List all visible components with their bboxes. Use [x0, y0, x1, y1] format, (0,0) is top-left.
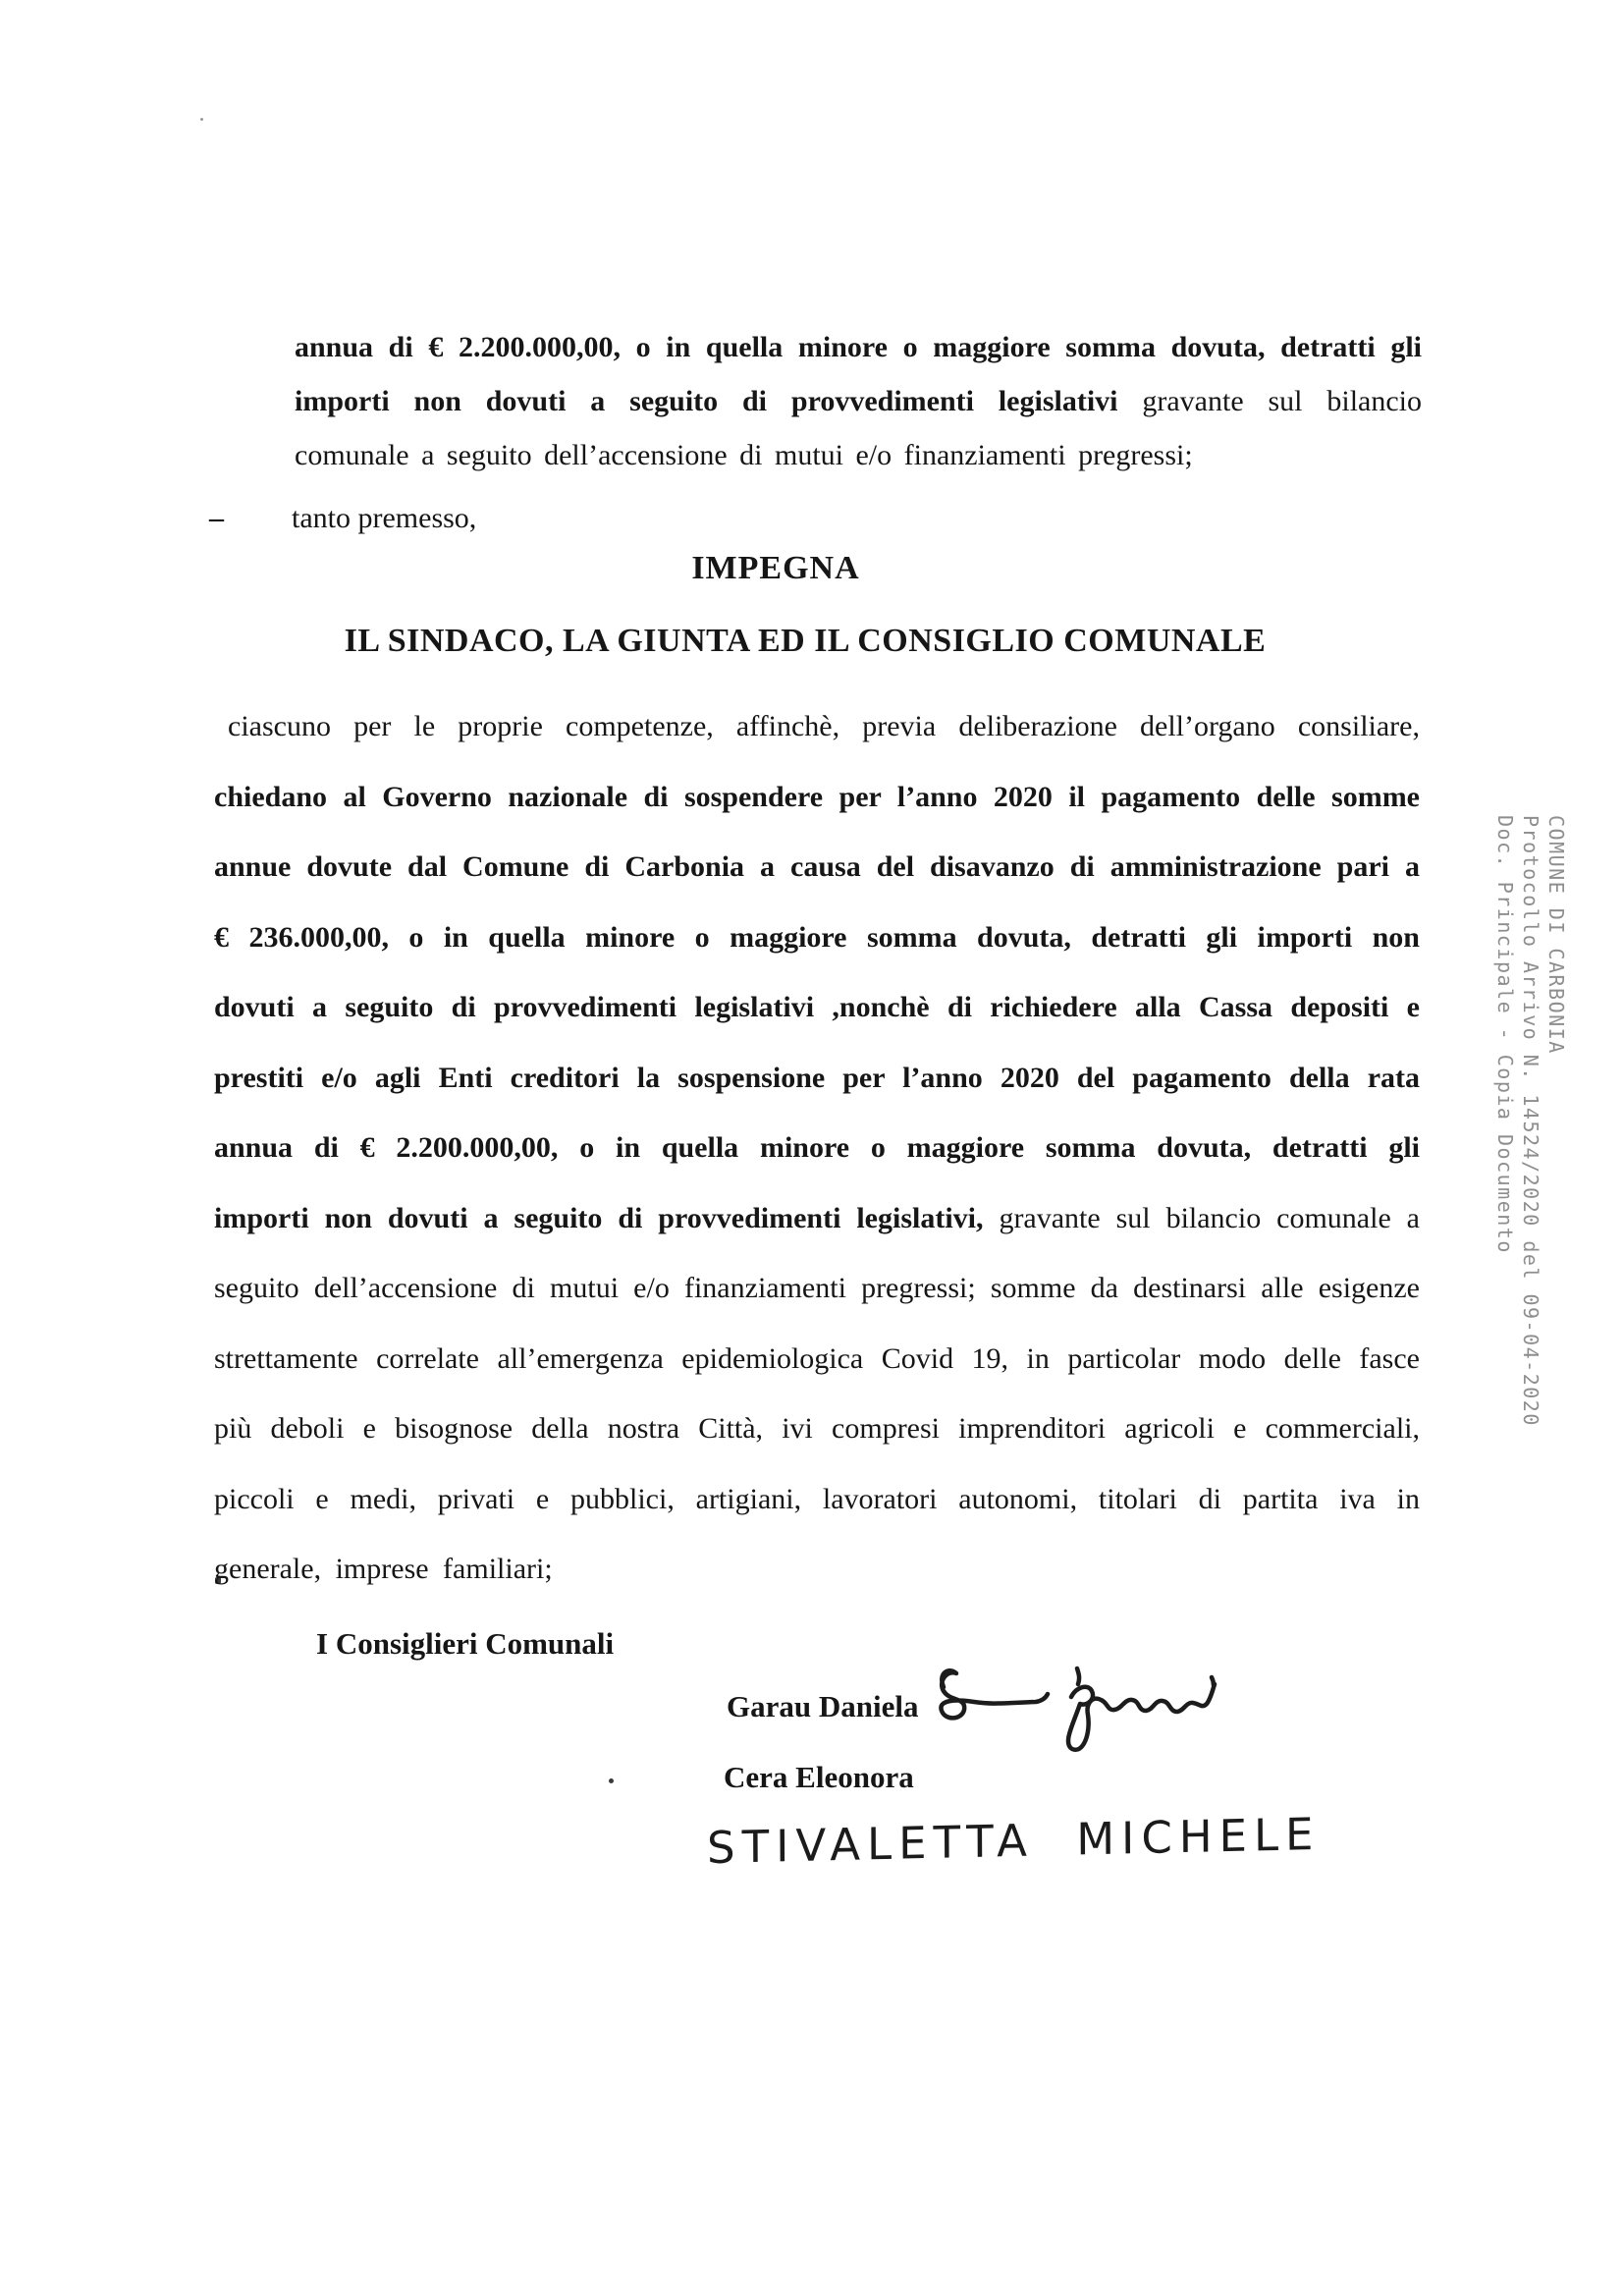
premise-text: tanto premesso,	[292, 502, 477, 534]
dash-bullet: –	[209, 502, 222, 534]
premise-line	[209, 501, 476, 536]
signer-name-cera-eleonora: Cera Eleonora	[724, 1760, 914, 1794]
protocol-stamp-line-1: COMUNE DI CARBONIA	[1544, 815, 1568, 1055]
scan-speck	[609, 1778, 614, 1783]
intro-paragraph-regular-run: gravante sul bilancio comunale a seguito dell’accensione di mutui e/o finanziamenti pregressi;	[295, 385, 1423, 471]
main-paragraph-run-3: gravante sul bilancio comunale a seguito dell’accensione di mutui e/o finanziamenti pregressi; somme da destinarsi alle esigenze strettamente correlate all’emergenza epidemiologica Covid 19, in particolar modo delle fasce più deboli e bisognose della nostra Città, ivi compresi imprenditori agricoli e commerciali, piccoli e medi, privati e pubblici, artigiani, lavoratori autonomi, titolari di partita iva in generale, imprese familiari;	[214, 1201, 1420, 1585]
handwritten-signature-icon	[928, 1658, 1232, 1756]
scan-speck	[200, 118, 203, 121]
handwritten-name-stivaletta-michele: STIVALETTA MICHELE	[706, 1807, 1321, 1875]
protocol-stamp-line-2: Protocollo Arrivo N. 14524/2020 del 09-04-2020	[1519, 815, 1542, 1427]
protocol-stamp	[1492, 815, 1569, 1463]
signatures-heading: I Consiglieri Comunali	[316, 1626, 615, 1661]
heading-impegna: IMPEGNA	[691, 550, 860, 586]
main-paragraph-run-1: ciascuno per le proprie competenze, affinchè, previa deliberazione dell’organo consiliare,	[228, 710, 1420, 742]
signer-name-garau-daniela: Garau Daniela	[727, 1689, 919, 1723]
intro-paragraph-bold-run: annua di € 2.200.000,00, o in quella minore o maggiore somma dovuta, detratti gli importi non dovuti a seguito di provvedimenti legislativi	[295, 331, 1422, 417]
intro-paragraph	[295, 320, 1422, 482]
heading-addressees: IL SINDACO, LA GIUNTA ED IL CONSIGLIO COMUNALE	[344, 623, 1267, 659]
protocol-stamp-line-3: Doc. Principale - Copia Documento	[1493, 815, 1517, 1254]
main-paragraph-run-2: chiedano al Governo nazionale di sospendere per l’anno 2020 il pagamento delle somme annue dovute dal Comune di Carbonia a causa del disavanzo di amministrazione pari a € 236.000,00, o in quella minore o maggiore somma dovuta, detratti gli importi non dovuti a seguito di provvedimenti legislativi ,nonchè di richiedere alla Cassa depositi e prestiti e/o agli Enti creditori la sospensione per l’anno 2020 del pagamento della rata annua di € 2.200.000,00, o in quella minore o maggiore somma dovuta, detratti gli importi non dovuti a seguito di provvedimenti legislativi,	[214, 780, 1420, 1234]
main-paragraph	[214, 691, 1420, 1605]
